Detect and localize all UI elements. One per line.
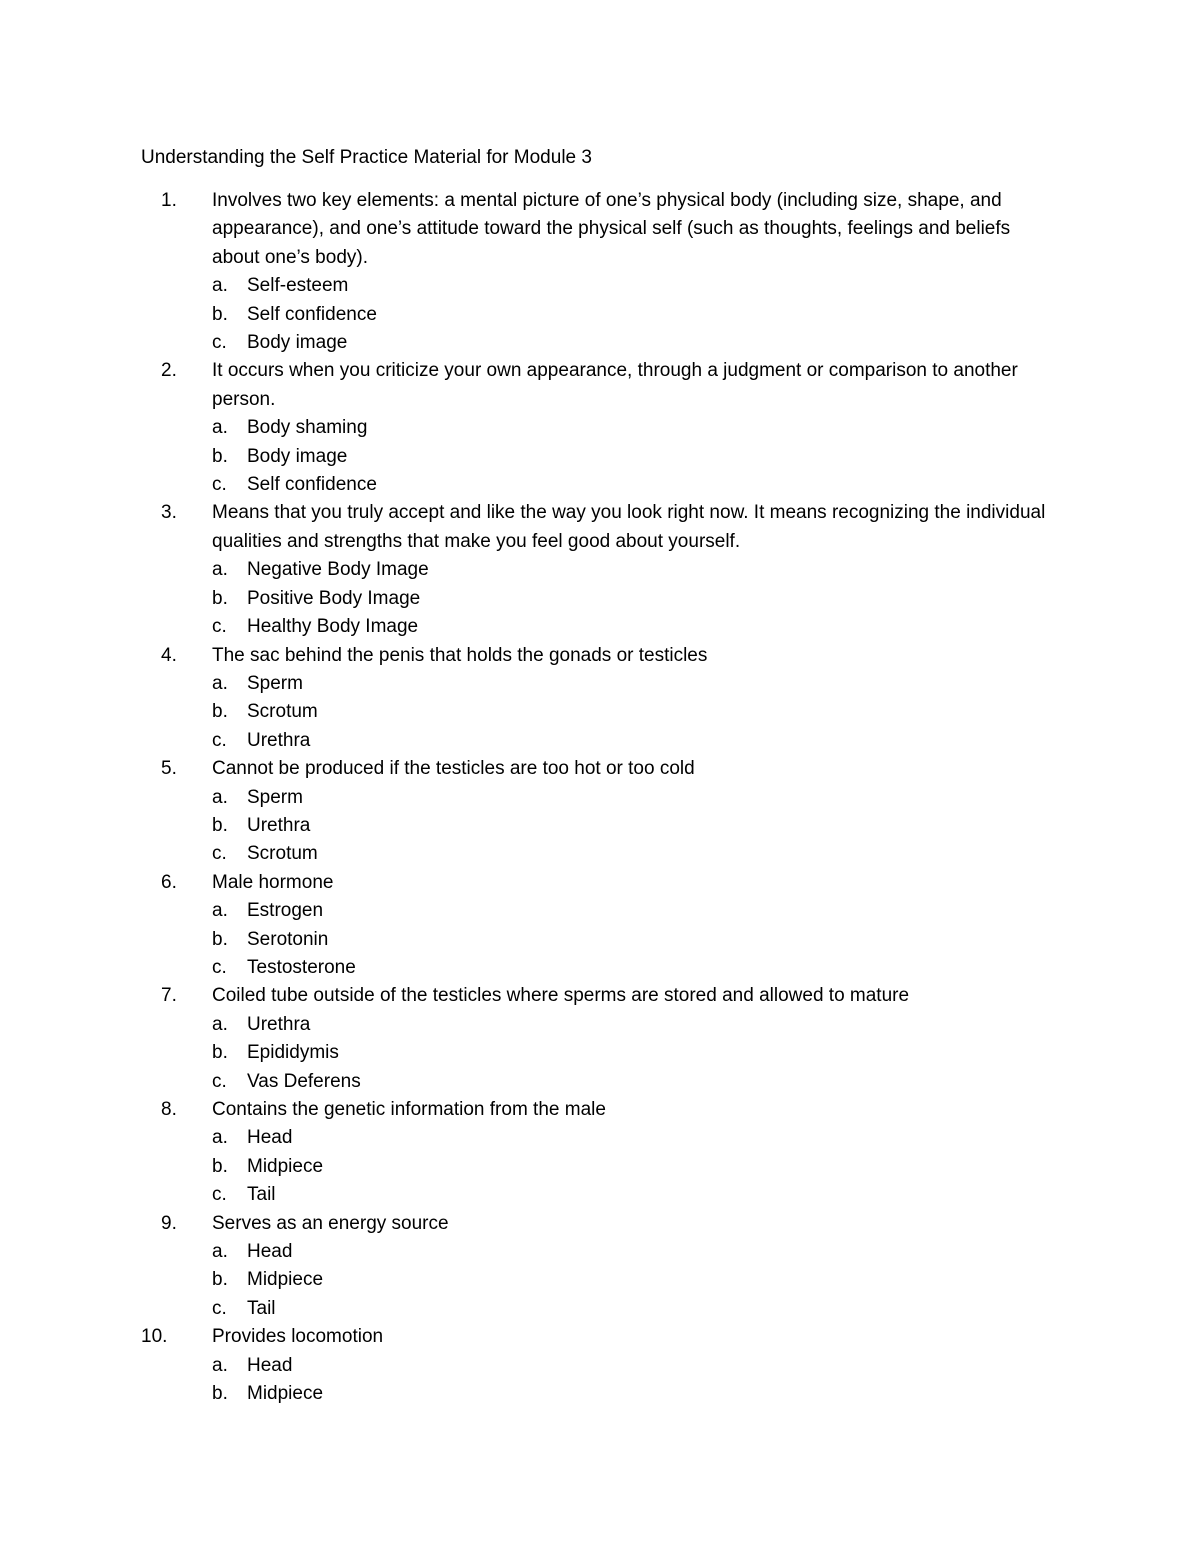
option-item: [212, 897, 1061, 925]
option-list: [212, 1352, 1061, 1409]
option-letter: b.: [212, 1269, 228, 1291]
document-title: Understanding the Self Practice Material for Module 3: [141, 147, 592, 168]
option-letter: c.: [212, 729, 227, 751]
option-text: Negative Body Image: [247, 559, 429, 581]
question-item: [141, 642, 1061, 756]
option-text: Body shaming: [247, 417, 368, 439]
question-number: 1.: [161, 190, 177, 211]
option-text: Sperm: [247, 786, 303, 808]
option-letter: b.: [212, 814, 228, 836]
option-letter: c.: [212, 1070, 227, 1092]
option-text: Scrotum: [247, 701, 318, 723]
option-text: Head: [247, 1354, 293, 1376]
option-item: [212, 471, 1061, 499]
option-text: Body image: [247, 445, 348, 467]
option-letter: a.: [212, 672, 228, 694]
option-letter: a.: [212, 1013, 228, 1035]
option-letter: b.: [212, 1042, 228, 1064]
option-item: [212, 1295, 1061, 1323]
option-text: Urethra: [247, 1013, 311, 1035]
option-letter: a.: [212, 417, 228, 439]
option-item: [212, 1238, 1061, 1266]
question-item: [141, 982, 1061, 1096]
option-item: [212, 926, 1061, 954]
question-item: [141, 869, 1061, 983]
option-text: Testosterone: [247, 956, 356, 978]
option-list: [212, 414, 1061, 499]
option-item: [212, 585, 1061, 613]
option-text: Tail: [247, 1297, 276, 1319]
question-text: Serves as an energy source: [212, 1212, 449, 1234]
option-item: [212, 1352, 1061, 1380]
option-text: Midpiece: [247, 1383, 324, 1405]
question-item: [141, 187, 1061, 357]
question-item: [141, 357, 1061, 499]
option-text: Self confidence: [247, 303, 377, 325]
option-item: [212, 272, 1061, 300]
option-letter: a.: [212, 275, 228, 297]
option-item: [212, 784, 1061, 812]
option-letter: c.: [212, 1297, 227, 1319]
question-text: Provides locomotion: [212, 1326, 384, 1348]
option-text: Serotonin: [247, 928, 329, 950]
question-text: The sac behind the penis that holds the gonads or testicles: [212, 644, 708, 666]
option-text: Positive Body Image: [247, 587, 421, 609]
option-item: [212, 1011, 1061, 1039]
option-list: [212, 1011, 1061, 1096]
question-number: 6.: [161, 871, 177, 893]
option-text: Sperm: [247, 672, 303, 694]
option-letter: b.: [212, 1383, 228, 1405]
option-letter: a.: [212, 786, 228, 808]
option-text: Urethra: [247, 814, 311, 836]
option-text: Vas Deferens: [247, 1070, 361, 1092]
option-item: [212, 414, 1061, 442]
option-letter: c.: [212, 474, 227, 496]
option-item: [212, 727, 1061, 755]
question-text: It occurs when you criticize your own appearance, through a judgment or comparison to another person.: [212, 360, 1018, 410]
option-item: [212, 1181, 1061, 1209]
option-letter: b.: [212, 445, 228, 467]
option-item: [212, 443, 1061, 471]
question-item: [141, 1210, 1061, 1324]
option-item: [212, 1380, 1061, 1408]
option-letter: c.: [212, 616, 227, 638]
option-letter: b.: [212, 303, 228, 325]
question-text: Means that you truly accept and like the way you look right now. It means recognizing the individual qualities and strengths that make you feel good about yourself.: [212, 502, 1046, 552]
option-letter: c.: [212, 843, 227, 865]
question-item: [141, 1096, 1061, 1210]
question-text: Contains the genetic information from the male: [212, 1099, 606, 1120]
option-letter: c.: [212, 332, 227, 354]
option-text: Midpiece: [247, 1269, 324, 1291]
question-item: [141, 499, 1061, 641]
option-text: Midpiece: [247, 1155, 324, 1177]
option-text: Estrogen: [247, 900, 324, 922]
option-letter: c.: [212, 956, 227, 978]
option-text: Head: [247, 1127, 293, 1149]
option-text: Self-esteem: [247, 275, 349, 297]
question-number: 8.: [161, 1099, 177, 1120]
option-text: Scrotum: [247, 843, 318, 865]
option-text: Epididymis: [247, 1042, 339, 1064]
option-text: Body image: [247, 332, 348, 354]
option-text: Head: [247, 1241, 293, 1263]
option-item: [212, 1266, 1061, 1294]
question-number: 10.: [141, 1326, 168, 1348]
option-text: Self confidence: [247, 474, 377, 496]
option-letter: b.: [212, 587, 228, 609]
option-letter: a.: [212, 559, 228, 581]
option-item: [212, 812, 1061, 840]
option-letter: b.: [212, 1155, 228, 1177]
option-text: Urethra: [247, 729, 311, 751]
option-list: [212, 784, 1061, 869]
question-number: 3.: [161, 502, 177, 524]
option-item: [212, 1124, 1061, 1152]
question-item: [141, 1323, 1061, 1408]
question-number: 4.: [161, 644, 177, 666]
option-item: [212, 954, 1061, 982]
option-item: [212, 556, 1061, 584]
option-item: [212, 1153, 1061, 1181]
option-list: [212, 1238, 1061, 1323]
question-number: 9.: [161, 1212, 177, 1234]
question-item: [141, 755, 1061, 869]
option-list: [212, 897, 1061, 982]
option-letter: b.: [212, 701, 228, 723]
option-list: [212, 272, 1061, 357]
question-number: 2.: [161, 360, 177, 382]
option-letter: a.: [212, 1127, 228, 1149]
option-letter: a.: [212, 1241, 228, 1263]
option-list: [212, 670, 1061, 755]
option-letter: a.: [212, 1354, 228, 1376]
option-item: [212, 840, 1061, 868]
option-item: [212, 1068, 1061, 1096]
option-item: [212, 670, 1061, 698]
question-text: Cannot be produced if the testicles are too hot or too cold: [212, 758, 695, 780]
option-item: [212, 698, 1061, 726]
option-item: [212, 301, 1061, 329]
question-text: Involves two key elements: a mental picture of one’s physical body (including size, shape, and appearance), and one’s attitude toward the physical self (such as thoughts, feelings and beliefs about one’s body).: [212, 190, 1011, 268]
question-number: 7.: [161, 985, 177, 1007]
question-text: Coiled tube outside of the testicles where sperms are stored and allowed to mature: [212, 985, 910, 1007]
option-text: Healthy Body Image: [247, 616, 419, 638]
option-list: [212, 1124, 1061, 1209]
option-item: [212, 329, 1061, 357]
option-letter: c.: [212, 1184, 227, 1206]
option-letter: b.: [212, 928, 228, 950]
question-number: 5.: [161, 758, 177, 780]
option-item: [212, 613, 1061, 641]
option-text: Tail: [247, 1184, 276, 1206]
option-letter: a.: [212, 900, 228, 922]
option-list: [212, 556, 1061, 641]
question-text: Male hormone: [212, 871, 334, 893]
option-item: [212, 1039, 1061, 1067]
question-list: [141, 187, 1061, 1408]
